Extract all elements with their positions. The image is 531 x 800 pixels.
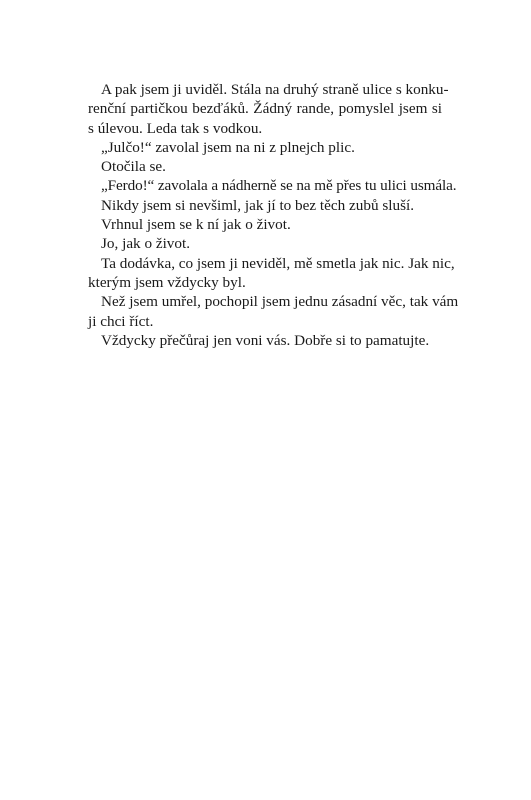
paragraph xyxy=(88,215,442,234)
text-line: renční partičkou bezďáků. Žádný rande, pomyslel jsem si xyxy=(88,100,442,118)
paragraph xyxy=(88,254,455,293)
paragraph xyxy=(88,292,459,331)
text-line: A pak jsem ji uviděl. Stála na druhý straně ulice s konku- xyxy=(101,81,449,98)
paragraph xyxy=(88,196,442,215)
text-line: Než jsem umřel, pochopil jsem jednu zásadní věc, tak vám xyxy=(101,293,459,311)
text-line: ji chci říct. xyxy=(88,312,154,330)
paragraph xyxy=(88,176,457,195)
text-line: s úlevou. Leda tak s vodkou. xyxy=(88,119,263,137)
text-line: kterým jsem vždycky byl. xyxy=(88,273,246,291)
paragraph xyxy=(88,234,442,253)
paragraph xyxy=(88,80,449,138)
paragraph xyxy=(88,157,442,176)
text-line: Jo, jak o život. xyxy=(101,235,191,253)
text-line: „Ferdo!“ zavolala a nádherně se na mě přes tu ulici usmála. xyxy=(101,177,457,195)
book-page xyxy=(88,80,459,350)
text-line: „Julčo!“ zavolal jsem na ni z plnejch plic. xyxy=(101,138,355,156)
paragraph xyxy=(88,331,442,350)
text-line: Ta dodávka, co jsem ji neviděl, mě smetla jak nic. Jak nic, xyxy=(101,254,455,272)
text-line: Nikdy jsem si nevšiml, jak jí to bez těch zubů sluší. xyxy=(101,196,414,214)
paragraph xyxy=(88,138,442,157)
text-line: Vždycky přečůraj jen voni vás. Dobře si to pamatujte. xyxy=(101,331,430,349)
text-line: Vrhnul jsem se k ní jak o život. xyxy=(101,216,291,234)
text-line: Otočila se. xyxy=(101,158,166,176)
